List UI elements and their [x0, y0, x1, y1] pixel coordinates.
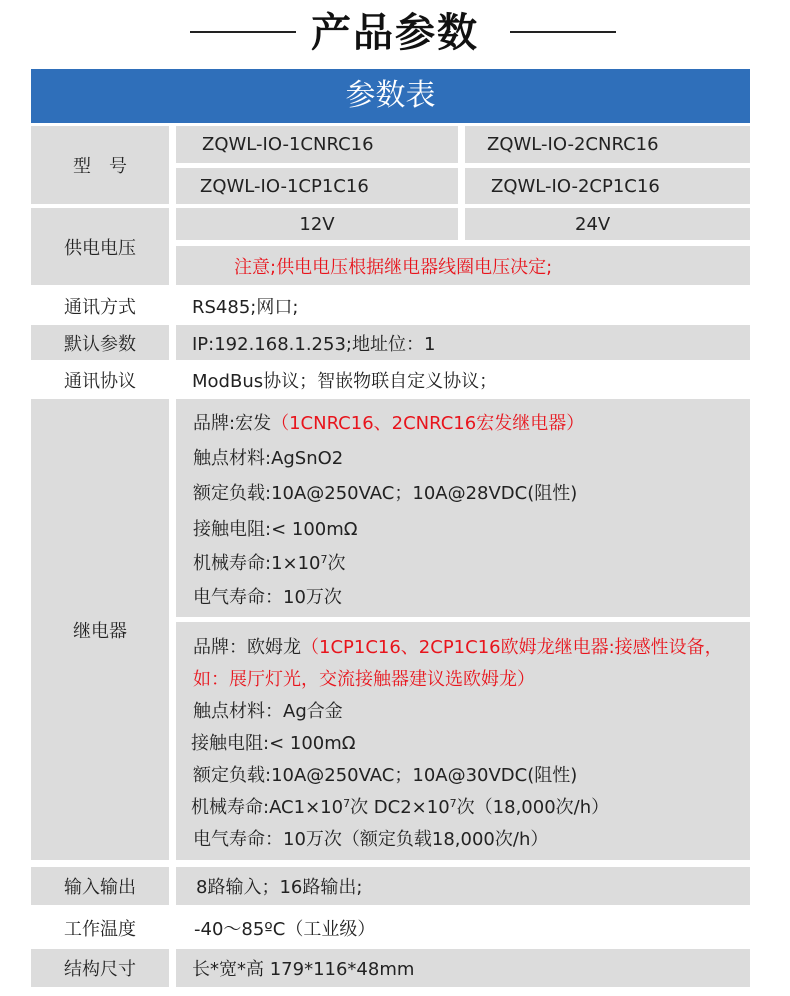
relay2-rated-load: 额定负载:10A@250VAC；10A@30VDC(阻性) [193, 765, 578, 786]
relay2-brand-note: （1CP1C16、2CP1C16欧姆龙继电器:接感性设备， [301, 637, 723, 658]
relay1-rated-load: 额定负载:10A@250VAC；10A@28VDC(阻性) [193, 483, 578, 504]
temperature-value: -40～85ºC（工业级） [194, 919, 376, 940]
power-note: 注意;供电电压根据继电器线圈电压决定; [176, 246, 750, 285]
model-cell-2: ZQWL-IO-2CNRC16 [465, 126, 750, 163]
comm-mode-value: RS485;网口; [192, 297, 299, 318]
dimensions-value: 长*宽*高 179*116*48mm [176, 949, 750, 987]
temperature-label: 工作温度 [64, 919, 136, 940]
power-option-12v: 12V [176, 208, 458, 240]
relay1-contact-material: 触点材料:AgSnO2 [193, 448, 344, 469]
page-title: 产品参数 [311, 10, 479, 56]
relay2-contact-material: 触点材料：Ag合金 [193, 701, 343, 722]
title-line-right [510, 31, 616, 33]
relay1-brand-note: （1CNRC16、2CNRC16宏发继电器） [271, 413, 585, 434]
model-cell-4: ZQWL-IO-2CP1C16 [465, 168, 750, 204]
dimensions-label: 结构尺寸 [31, 949, 169, 987]
model-cell-3: ZQWL-IO-1CP1C16 [176, 168, 458, 204]
model-label: 型 号 [31, 126, 169, 204]
relay1-elec-life: 电气寿命：10万次 [193, 587, 342, 608]
power-option-24v: 24V [465, 208, 750, 240]
default-params-value: IP:192.168.1.253;地址位：1 [176, 325, 750, 360]
io-label: 输入输出 [31, 867, 169, 905]
relay-block-hongfa [176, 399, 750, 617]
relay2-mech-life: 机械寿命$:AC1\times 10^7$次 $DC2\times 10^7$次（18,000次/h） [191, 797, 610, 818]
relay-label: 继电器 [31, 399, 169, 860]
default-params-label: 默认参数 [31, 325, 169, 360]
relay1-contact-resistance: 接触电阻:< 100mΩ [193, 519, 358, 540]
relay2-elec-life: 电气寿命：10万次（额定负载18,000次/h） [193, 829, 549, 850]
relay1-brand: 品牌:宏发（1CNRC16、2CNRC16宏发继电器） [193, 413, 585, 434]
relay-block-omron [176, 622, 750, 860]
relay2-contact-resistance: 接触电阻:< 100mΩ [191, 733, 356, 754]
io-value: 8路输入；16路输出; [176, 867, 750, 905]
table-header: 参数表 [31, 69, 750, 123]
comm-mode-label: 通讯方式 [64, 297, 136, 318]
relay1-mech-life: 机械寿命$:1\times 10^7$次 [193, 553, 346, 574]
relay2-brand-note-2: 如：展厅灯光，交流接触器建议选欧姆龙） [193, 669, 535, 690]
relay2-brand: 品牌：欧姆龙（1CP1C16、2CP1C16欧姆龙继电器:接感性设备， [193, 637, 723, 658]
protocol-label: 通讯协议 [64, 370, 136, 392]
protocol-value: ModBus协议；智嵌物联自定义协议； [192, 370, 498, 392]
power-label: 供电电压 [31, 208, 169, 285]
model-cell-1: ZQWL-IO-1CNRC16 [176, 126, 458, 163]
